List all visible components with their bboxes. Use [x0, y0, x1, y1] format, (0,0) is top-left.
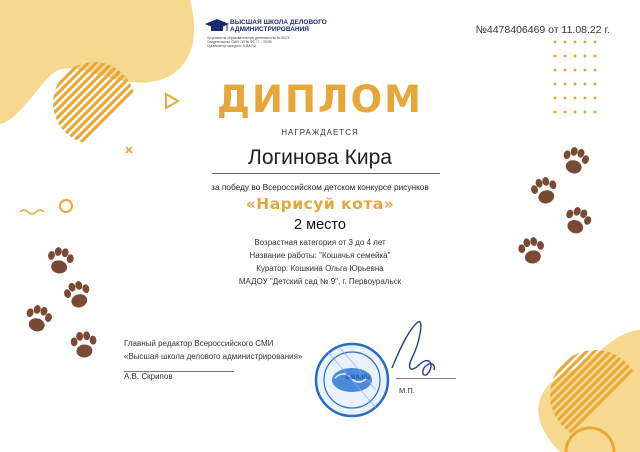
logo-detail-line: Лицензия на образовательную деятельность №19474 — [207, 36, 290, 40]
paw-print-icon — [23, 303, 55, 335]
seal-label: М.П. — [399, 386, 415, 395]
work-title: Название работы: "Кошачья семейка" — [249, 251, 391, 260]
curator: Куратор: Кошкина Ольга Юрьевна — [256, 264, 384, 273]
logo-detail-line: Свидетельство СМИ: ЭЛ № ФС 77 - 70099 — [207, 40, 272, 45]
editor-name: А.В. Скрипов — [124, 372, 173, 381]
editor-organization: «Высшая школа делового администрирования» — [124, 352, 303, 361]
place-label: 2 место — [294, 217, 346, 233]
award-reason: за победу во Всероссийском детском конкурсе рисунков — [211, 182, 429, 192]
contest-name: «Нарисуй кота» — [245, 195, 395, 213]
logo-detail-line: Организатор конкурса: S-BA.RU — [207, 44, 257, 49]
name-underline — [212, 173, 440, 174]
editor-title: Главный редактор Всероссийского СМИ — [124, 339, 274, 348]
logo-details — [207, 36, 357, 49]
recipient-name: Логинова Кира — [248, 146, 392, 169]
signature-underline — [396, 378, 456, 379]
age-category: Возрастная категория от 3 до 4 лет — [254, 238, 386, 247]
logo-title: ВЫСШАЯ ШКОЛА ДЕЛОВОГО АДМИНИСТРИРОВАНИЯ — [230, 19, 327, 33]
document-number: №4478406469 от 11.08.22 г. — [475, 24, 610, 36]
logo-cap-icon — [205, 19, 229, 31]
stamp-text: S-BA.RU — [345, 375, 370, 381]
signature-icon — [392, 322, 434, 376]
diploma-title: ДИПЛОМ — [217, 78, 423, 121]
institution: МАДОУ "Детский сад № 9", г. Первоуральск — [238, 277, 402, 286]
awarded-label: НАГРАЖДАЕТСЯ — [281, 128, 359, 137]
paw-print-icon — [70, 331, 98, 359]
